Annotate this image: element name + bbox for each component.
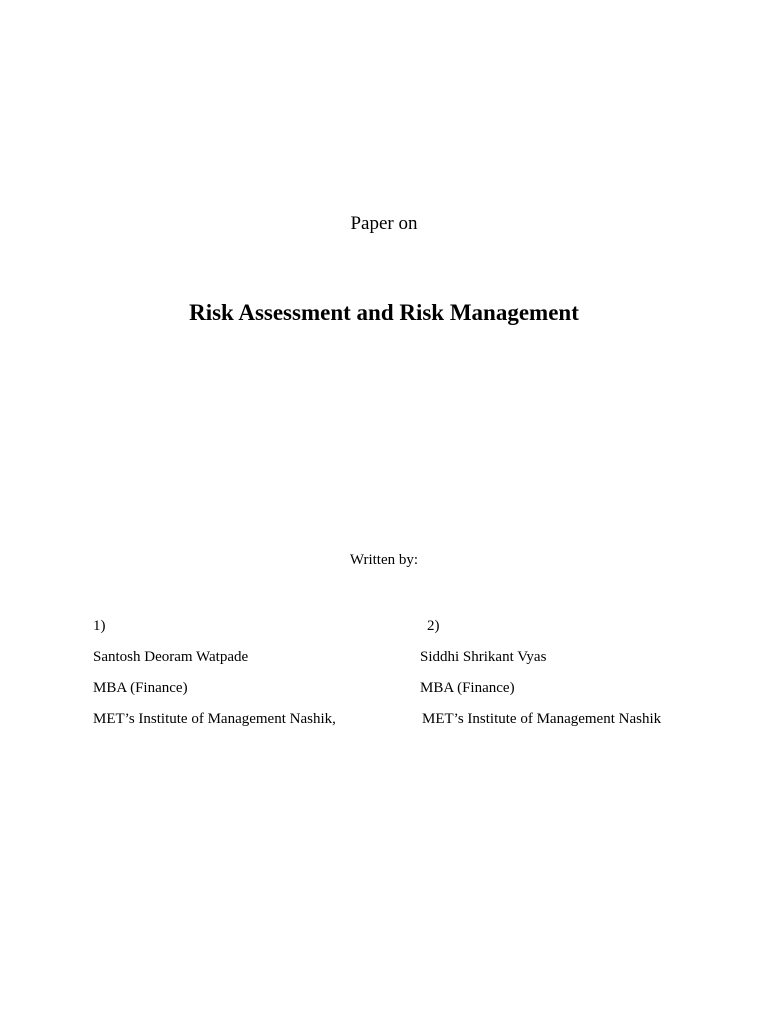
author-block-2: [420, 611, 661, 735]
written-by-label: Written by:: [349, 552, 419, 568]
author-name: Siddhi Shrikant Vyas: [420, 649, 547, 665]
author-number: 2): [427, 618, 440, 634]
author-degree: MBA (Finance): [93, 680, 188, 696]
paper-intro: Paper on: [350, 213, 418, 234]
author-block-1: [93, 611, 336, 735]
paper-title: Risk Assessment and Risk Management: [189, 300, 579, 325]
author-degree: MBA (Finance): [420, 680, 515, 696]
author-name: Santosh Deoram Watpade: [93, 649, 249, 665]
author-number: 1): [93, 618, 106, 634]
author-institute: MET’s Institute of Management Nashik: [422, 711, 662, 727]
author-institute: MET’s Institute of Management Nashik,: [93, 711, 336, 727]
